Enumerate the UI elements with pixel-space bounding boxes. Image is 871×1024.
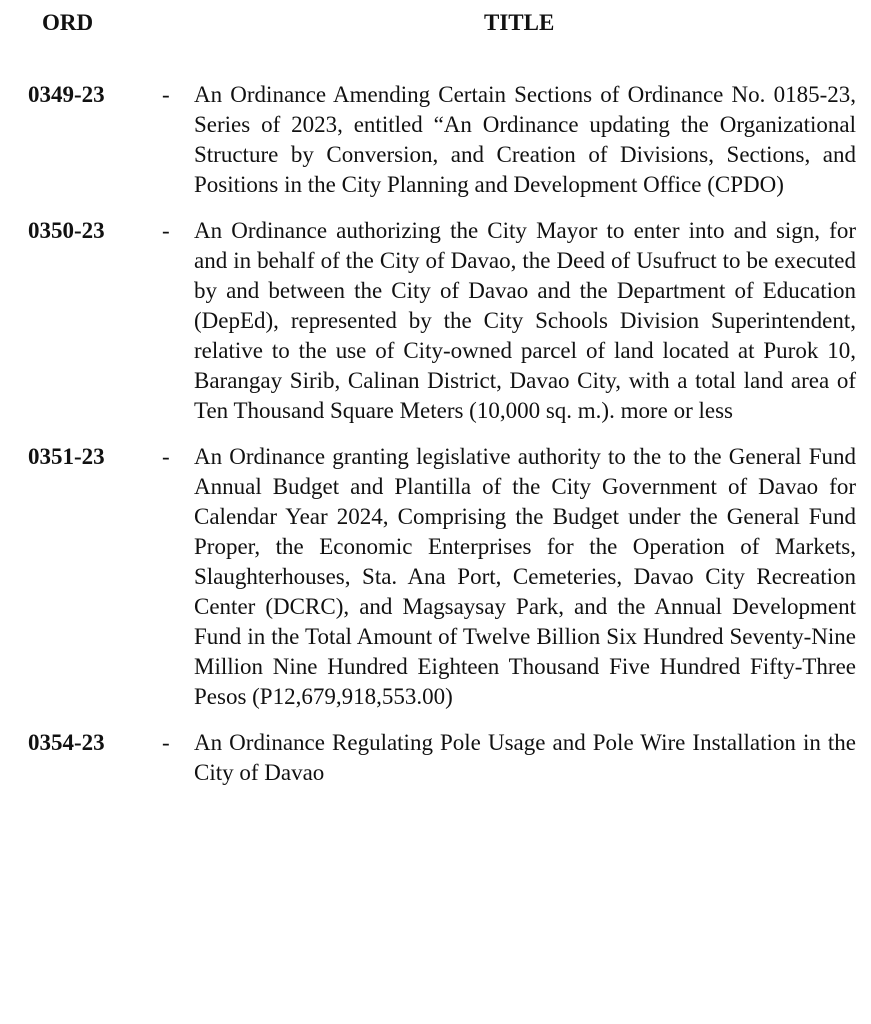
ordinance-number: 0349-23 [28, 82, 105, 107]
ord-column-header: ORD [42, 10, 94, 35]
entry-dash: - [162, 730, 170, 755]
table-header [0, 10, 871, 44]
ordinance-entry-0350-23 [0, 216, 871, 426]
ordinance-entry-0351-23 [0, 442, 871, 712]
title-column-header: TITLE [484, 10, 555, 35]
ordinance-list [0, 80, 871, 804]
ordinance-title: An Ordinance authorizing the City Mayor to enter into and sign, for and in behalf of the City of Davao, the Deed of Usufruct to be executed by and between the City of Davao and the Department of Education (DepEd), represented by the City Schools Division Superintendent, relative to the use of City-owned parcel of land located at Purok 10, Barangay Sirib, Calinan District, Davao City, with a total land area of Ten Thousand Square Meters (10,000 sq. m.). more or less [194, 218, 856, 423]
entry-dash: - [162, 444, 170, 469]
ordinance-entry-0354-23 [0, 728, 871, 788]
ordinance-title: An Ordinance Regulating Pole Usage and Pole Wire Installation in the City of Davao [194, 730, 856, 785]
ordinance-number: 0350-23 [28, 218, 105, 243]
ordinance-entry-0349-23 [0, 80, 871, 200]
ordinance-number: 0354-23 [28, 730, 105, 755]
entry-dash: - [162, 218, 170, 243]
entry-dash: - [162, 82, 170, 107]
ordinance-title: An Ordinance Amending Certain Sections of Ordinance No. 0185-23, Series of 2023, entitled “An Ordinance updating the Organizational Structure by Conversion, and Creation of Divisions, Sections, and Positions in the City Planning and Development Office (CPDO) [194, 82, 856, 197]
ordinance-title: An Ordinance granting legislative authority to the to the General Fund Annual Budget and Plantilla of the City Government of Davao for Calendar Year 2024, Comprising the Budget under the General Fund Proper, the Economic Enterprises for the Operation of Markets, Slaughterhouses, Sta. Ana Port, Cemeteries, Davao City Recreation Center (DCRC), and Magsaysay Park, and the Annual Development Fund in the Total Amount of Twelve Billion Six Hundred Seventy-Nine Million Nine Hundred Eighteen Thousand Five Hundred Fifty-Three Pesos (P12,679,918,553.00) [194, 444, 856, 709]
ordinance-number: 0351-23 [28, 444, 105, 469]
